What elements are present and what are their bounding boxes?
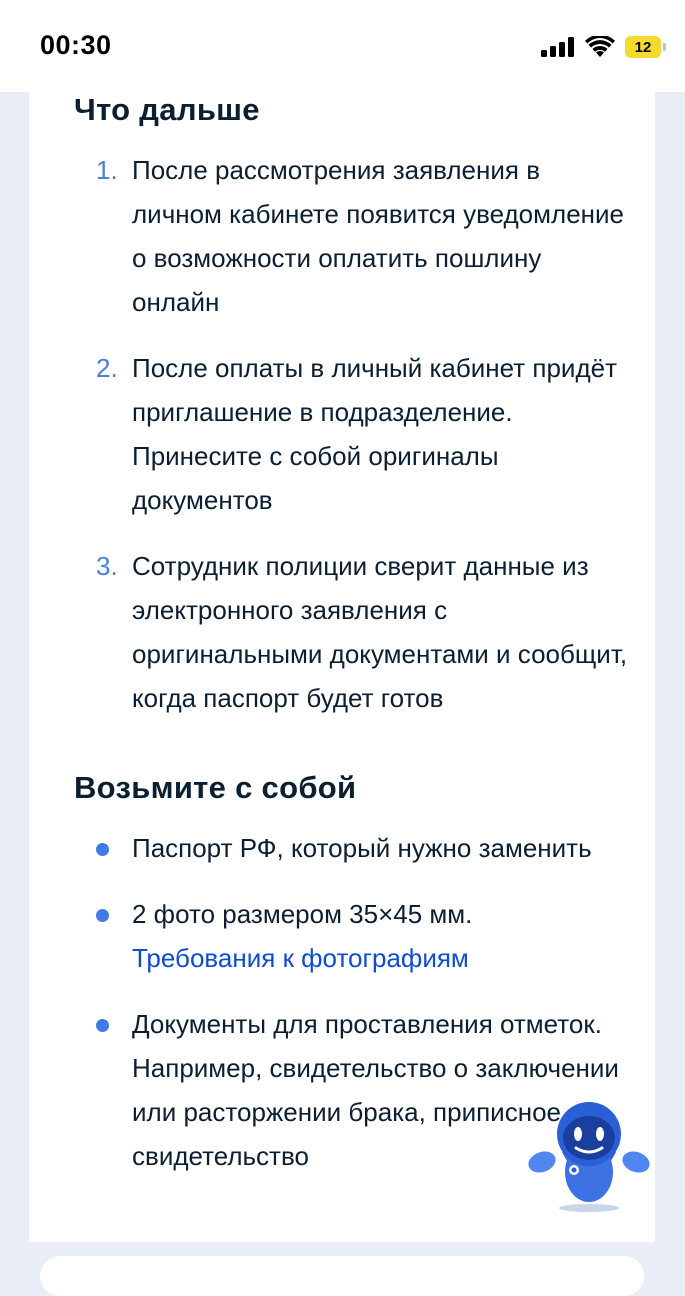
bring-item-text: Паспорт РФ, который нужно заменить xyxy=(132,833,592,863)
status-time: 00:30 xyxy=(40,30,112,60)
step-item xyxy=(74,346,634,522)
bullet-icon xyxy=(96,843,109,856)
step-text: Сотрудник полиции сверит данные из электронного заявления с оригинальными документами и сообщит, когда паспорт будет готов xyxy=(132,551,628,713)
step-item xyxy=(74,544,634,720)
signal-icon xyxy=(541,37,575,57)
bullet-icon xyxy=(96,909,109,922)
bring-item xyxy=(74,892,634,980)
status-bar xyxy=(0,0,685,92)
bullet-icon xyxy=(96,1019,109,1032)
step-number: 3. xyxy=(96,551,118,581)
steps-list xyxy=(74,148,634,720)
bottom-panel[interactable] xyxy=(40,1256,644,1296)
bring-item xyxy=(74,826,634,870)
content xyxy=(74,92,634,1178)
step-text: После оплаты в личный кабинет придёт приглашение в подразделение. Принесите с собой оригиналы документов xyxy=(132,353,617,515)
what-next-heading: Что дальше xyxy=(74,92,260,127)
bring-item-text: 2 фото размером 35×45 мм. xyxy=(132,899,473,929)
photo-requirements-link[interactable]: Требования к фотографиям xyxy=(132,943,469,973)
assistant-robot-icon[interactable] xyxy=(528,1092,650,1212)
status-icons xyxy=(541,36,661,58)
step-number: 2. xyxy=(96,353,118,383)
step-number: 1. xyxy=(96,155,118,185)
wifi-icon xyxy=(585,36,615,58)
battery-icon: 12 xyxy=(625,36,661,58)
step-item xyxy=(74,148,634,324)
bring-heading: Возьмите с собой xyxy=(74,770,357,805)
bottom-bar xyxy=(0,1242,685,1280)
bring-item-text: Документы для проставления отметок. Например, свидетельство о заключении или расторжении брака, приписное свидетельство xyxy=(132,1009,619,1171)
step-text: После рассмотрения заявления в личном кабинете появится уведомление о возможности оплатить пошлину онлайн xyxy=(132,155,624,317)
